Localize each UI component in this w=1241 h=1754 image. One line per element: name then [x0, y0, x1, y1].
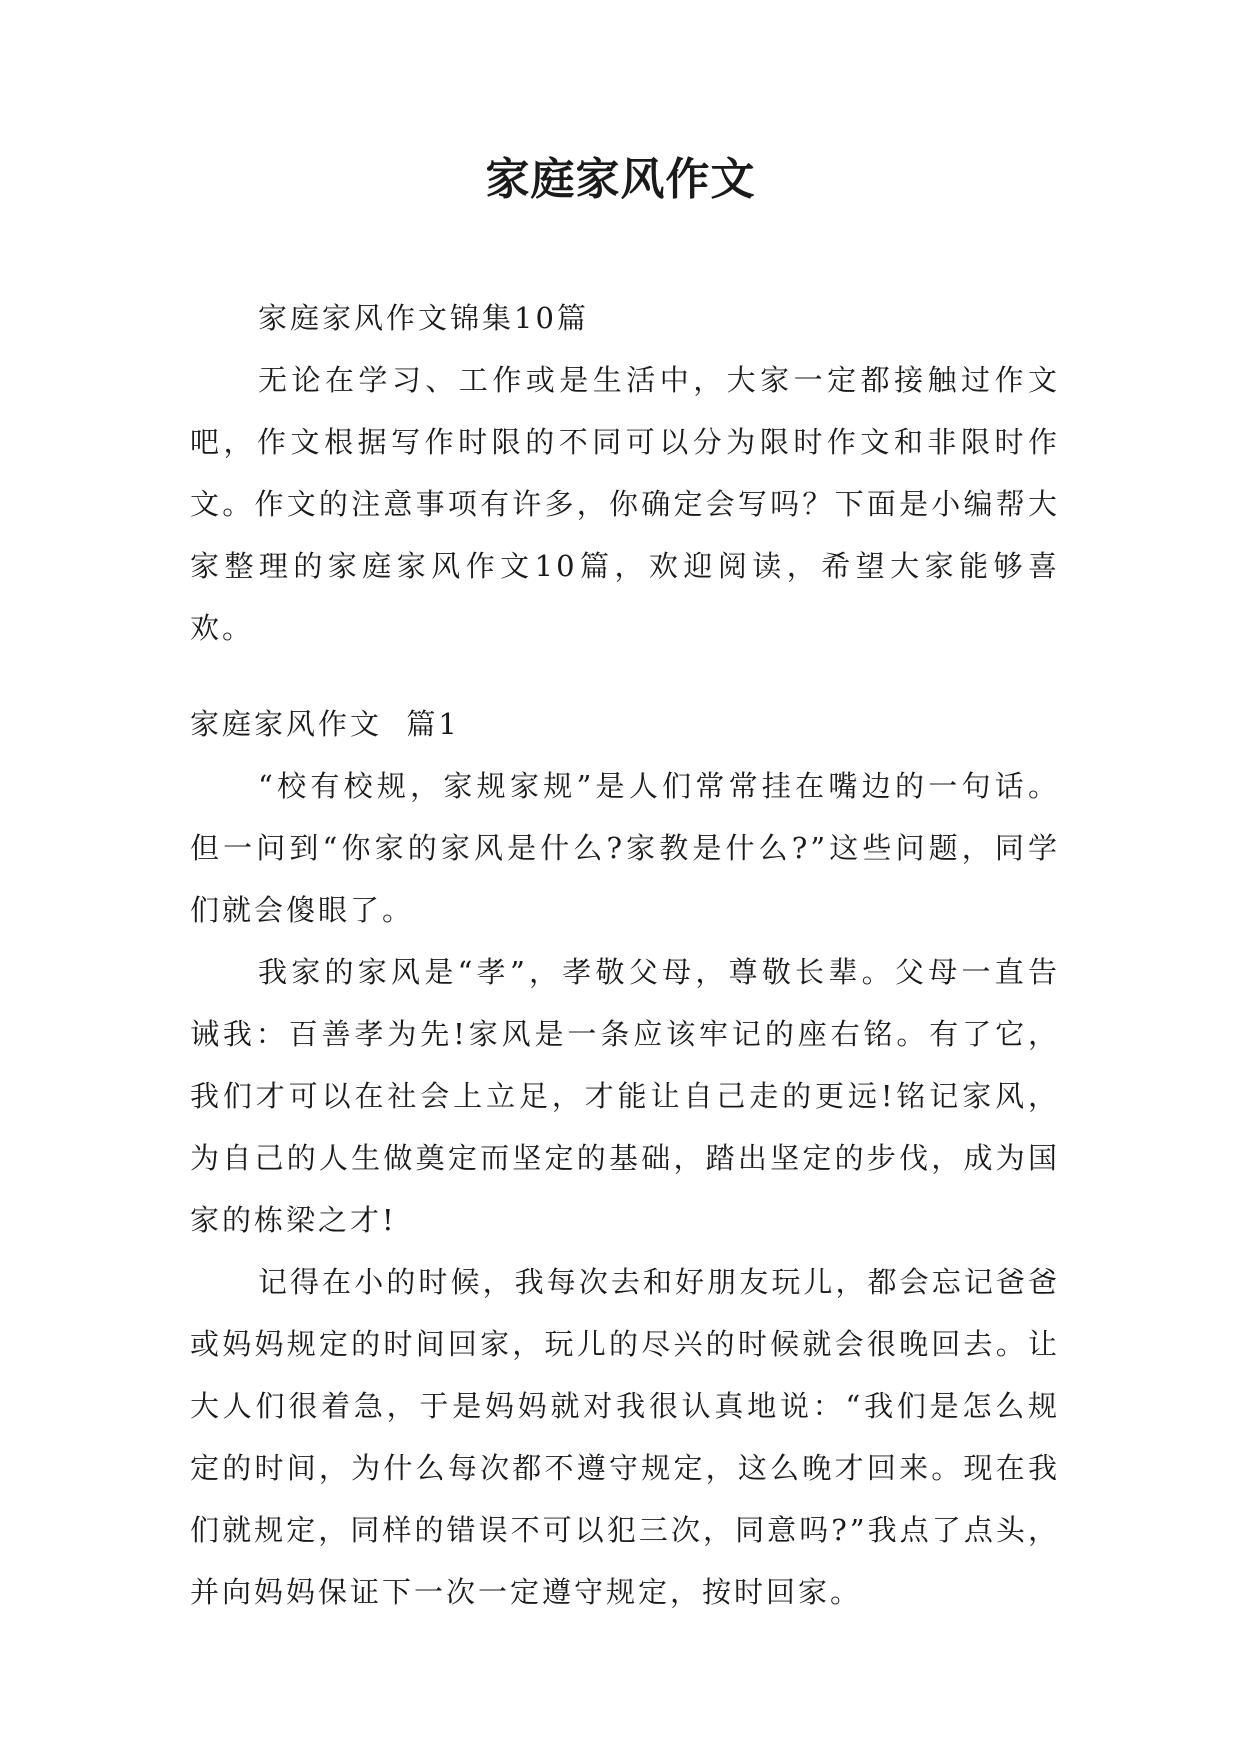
- section-heading: 家庭家风作文 篇1: [190, 707, 460, 741]
- essay-paragraph: 我家的家风是“孝”，孝敬父母，尊敬长辈。父母一直告诫我：百善孝为先!家风是一条应该牢记的座右铭。有了它，我们才可以在社会上立足，才能让自己走的更远!铭记家风，为自己的人生做奠定而坚定的基础，踏出坚定的步伐，成为国家的栋梁之才!: [190, 955, 1060, 1237]
- essay-section-1: [190, 693, 1060, 1623]
- intro-section: [190, 287, 1060, 659]
- essay-paragraph: 记得在小的时候，我每次去和好朋友玩儿，都会忘记爸爸或妈妈规定的时间回家，玩儿的尽兴的时候就会很晚回去。让大人们很着急，于是妈妈就对我很认真地说：“我们是怎么规定的时间，为什么每次都不遵守规定，这么晚才回来。现在我们就规定，同样的错误不可以犯三次，同意吗?”我点了点头，并向妈妈保证下一次一定遵守规定，按时回家。: [190, 1265, 1060, 1609]
- document-title: 家庭家风作文: [485, 154, 756, 205]
- essay-paragraph: “校有校规，家规家规”是人们常常挂在嘴边的一句话。但一问到“你家的家风是什么?家教是什么?”这些问题，同学们就会傻眼了。: [190, 769, 1060, 927]
- document-subtitle: 家庭家风作文锦集10篇: [258, 301, 589, 335]
- intro-paragraph: 无论在学习、工作或是生活中，大家一定都接触过作文吧，作文根据写作时限的不同可以分为限时作文和非限时作文。作文的注意事项有许多，你确定会写吗？下面是小编帮大家整理的家庭家风作文10篇，欢迎阅读，希望大家能够喜欢。: [190, 363, 1060, 645]
